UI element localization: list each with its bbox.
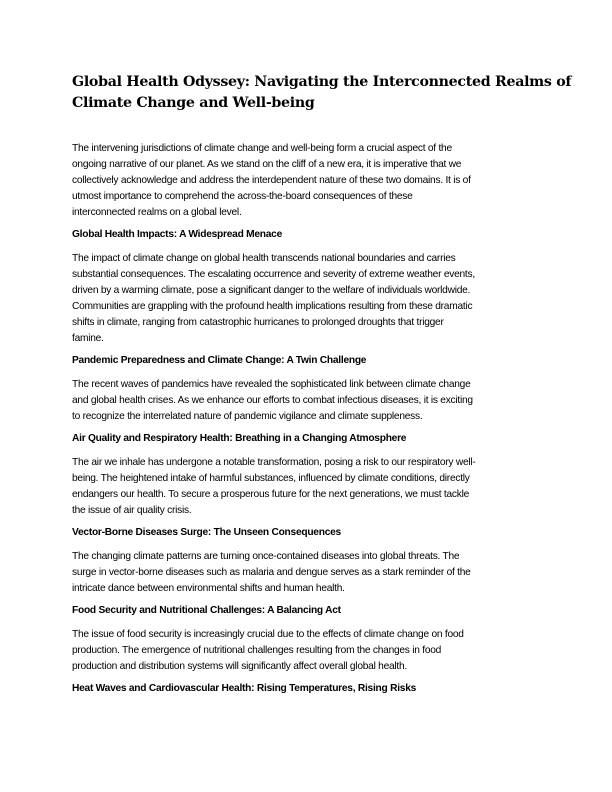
text-line: The intervening jurisdictions of climate change and well-being form a crucial aspect of the <box>72 143 452 154</box>
text-line: collectively acknowledge and address the interdependent nature of these two domains. It is of <box>72 175 471 186</box>
section-paragraph <box>72 377 542 425</box>
text-line: endangers our health. To secure a prosperous future for the next generations, we must tackle <box>72 489 470 500</box>
title-line: Climate Change and Well-being <box>72 95 315 111</box>
text-line: The recent waves of pandemics have revealed the sophisticated link between climate change <box>72 379 471 390</box>
text-line: the issue of air quality crisis. <box>72 505 192 516</box>
section-heading: Global Health Impacts: A Widespread Menace <box>72 229 283 240</box>
text-line: production and distribution systems will significantly affect overall global health. <box>72 661 407 672</box>
text-line: famine. <box>72 333 104 344</box>
text-line: utmost importance to comprehend the across-the-board consequences of these <box>72 191 413 202</box>
text-line: The impact of climate change on global health transcends national boundaries and carries <box>72 253 456 264</box>
text-line: The changing climate patterns are turning once-contained diseases into global threats. The <box>72 551 460 562</box>
section-paragraph <box>72 549 542 597</box>
section-heading: Food Security and Nutritional Challenges: A Balancing Act <box>72 605 341 616</box>
text-line: intricate dance between environmental shifts and human health. <box>72 583 345 594</box>
section-paragraph <box>72 455 542 519</box>
text-line: interconnected realms on a global level. <box>72 207 242 218</box>
intro-paragraph <box>72 141 542 221</box>
section-paragraph <box>72 627 542 675</box>
text-line: The issue of food security is increasingly crucial due to the effects of climate change on food <box>72 629 464 640</box>
section-heading: Heat Waves and Cardiovascular Health: Rising Temperatures, Rising Risks <box>72 683 417 694</box>
text-line: surge in vector-borne diseases such as malaria and dengue serves as a stark reminder of the <box>72 567 471 578</box>
section-paragraph <box>72 251 542 347</box>
text-line: being. The heightened intake of harmful substances, influenced by climate conditions, directly <box>72 473 470 484</box>
document-title <box>72 72 572 114</box>
text-line: to recognize the interrelated nature of pandemic vigilance and climate suppleness. <box>72 411 423 422</box>
text-line: substantial consequences. The escalating occurrence and severity of extreme weather events, <box>72 269 475 280</box>
title-line: Global Health Odyssey: Navigating the Interconnected Realms of <box>72 74 572 90</box>
text-line: ongoing narrative of our planet. As we stand on the cliff of a new era, it is imperative that we <box>72 159 462 170</box>
section-heading: Vector-Borne Diseases Surge: The Unseen Consequences <box>72 527 341 538</box>
text-line: production. The emergence of nutritional challenges resulting from the changes in food <box>72 645 442 656</box>
section-heading: Air Quality and Respiratory Health: Breathing in a Changing Atmosphere <box>72 433 407 444</box>
sections <box>72 227 542 697</box>
text-line: Communities are grappling with the profound health implications resulting from these dramatic <box>72 301 473 312</box>
text-line: The air we inhale has undergone a notable transformation, posing a risk to our respiratory well- <box>72 457 476 468</box>
text-line: driven by a warming climate, pose a significant danger to the welfare of individuals worldwide. <box>72 285 471 296</box>
text-line: and global health crises. As we enhance our efforts to combat infectious diseases, it is exciting <box>72 395 473 406</box>
text-line: shifts in climate, ranging from catastrophic hurricanes to prolonged droughts that trigger <box>72 317 444 328</box>
document-page <box>72 72 572 705</box>
section-heading: Pandemic Preparedness and Climate Change: A Twin Challenge <box>72 355 367 366</box>
